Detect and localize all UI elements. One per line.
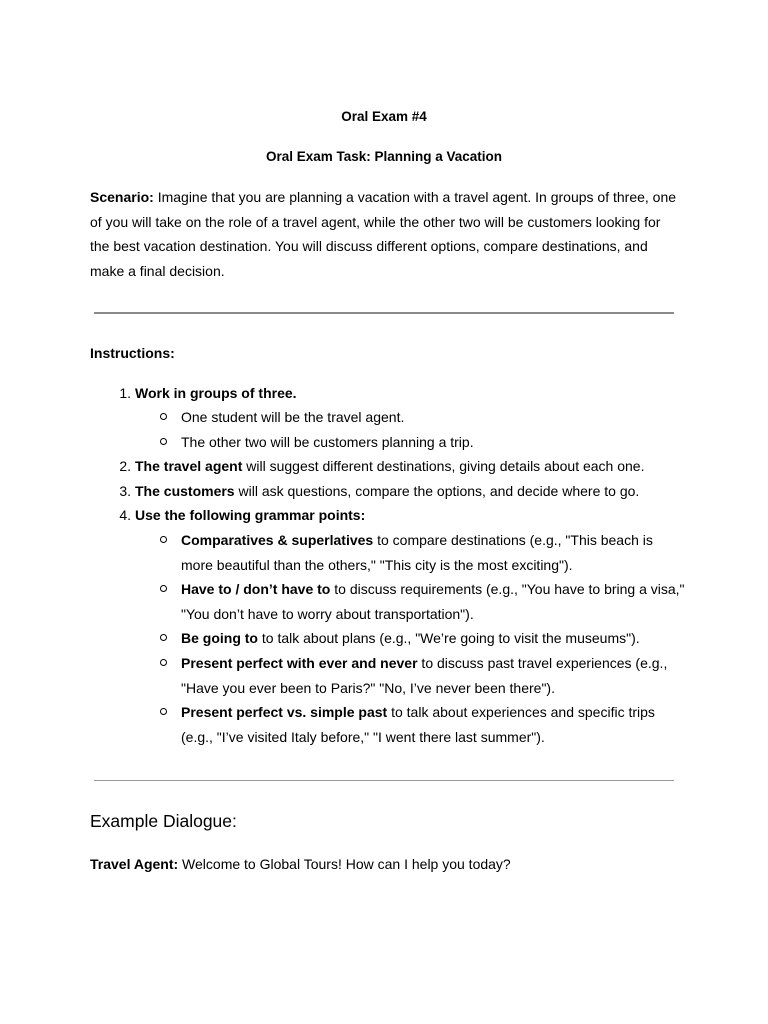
hollow-bullet-icon bbox=[157, 528, 169, 553]
instruction-item bbox=[119, 479, 685, 504]
scenario-text: Imagine that you are planning a vacation with a travel agent. In groups of three, one of you will take on the role of a travel agent, while the other two will be customers looking for the best vacation destination. You will discuss different options, compare destinations, and make a final decision. bbox=[90, 189, 677, 280]
scenario-label: Scenario: bbox=[90, 189, 154, 205]
grammar-point-text: to talk about experiences and specific trips (e.g., "I’ve visited Italy before," "I went there last summer"). bbox=[181, 704, 655, 745]
exam-title: Oral Exam #4 bbox=[341, 109, 427, 124]
item-number: 1. bbox=[119, 385, 131, 401]
grammar-point bbox=[181, 577, 685, 626]
grammar-point bbox=[181, 700, 685, 749]
scenario-paragraph bbox=[90, 185, 682, 284]
item-number: 3. bbox=[119, 483, 131, 499]
instruction-item bbox=[119, 503, 685, 528]
hollow-bullet-icon bbox=[157, 651, 169, 676]
grammar-point-label: Present perfect vs. simple past bbox=[181, 704, 388, 720]
subitem-text: One student will be the travel agent. bbox=[181, 409, 405, 425]
grammar-point-text: to compare destinations (e.g., "This beach is more beautiful than the others," "This city is the most exciting"). bbox=[181, 532, 653, 573]
dialogue-text: Welcome to Global Tours! How can I help you today? bbox=[178, 856, 511, 872]
hollow-bullet-icon bbox=[157, 577, 169, 602]
grammar-point bbox=[181, 626, 685, 651]
item-number: 4. bbox=[119, 507, 131, 523]
instruction-item bbox=[119, 454, 685, 479]
grammar-point-text: to discuss past travel experiences (e.g., "Have you ever been to Paris?" "No, I’ve never been there"). bbox=[181, 655, 668, 696]
item-bold: Work in groups of three. bbox=[135, 385, 297, 401]
instruction-subitem bbox=[181, 430, 685, 455]
grammar-point-label: Have to / don’t have to bbox=[181, 581, 331, 597]
instruction-subitem bbox=[181, 405, 685, 430]
grammar-point-label: Comparatives & superlatives bbox=[181, 532, 374, 548]
item-bold: Use the following grammar points: bbox=[135, 507, 366, 523]
grammar-point-label: Present perfect with ever and never bbox=[181, 655, 418, 671]
dialogue-speaker: Travel Agent: bbox=[90, 856, 179, 872]
dialogue-title: Example Dialogue: bbox=[90, 811, 237, 831]
hollow-bullet-icon bbox=[157, 405, 169, 430]
hollow-bullet-icon bbox=[157, 626, 169, 651]
subitem-text: The other two will be customers planning a trip. bbox=[181, 434, 474, 450]
grammar-point bbox=[181, 651, 685, 700]
section-divider bbox=[94, 312, 674, 314]
hollow-bullet-icon bbox=[157, 700, 169, 725]
grammar-point bbox=[181, 528, 685, 577]
section-divider bbox=[94, 780, 674, 781]
item-bold: The travel agent bbox=[135, 458, 243, 474]
grammar-point-label: Be going to bbox=[181, 630, 258, 646]
instructions-label: Instructions: bbox=[90, 345, 175, 361]
instruction-item bbox=[119, 381, 685, 406]
grammar-point-text: to discuss requirements (e.g., "You have to bring a visa," "You don’t have to worry about transportation"). bbox=[181, 581, 685, 622]
item-text: will suggest different destinations, giving details about each one. bbox=[242, 458, 645, 474]
dialogue-line bbox=[90, 852, 682, 877]
item-text: will ask questions, compare the options, and decide where to go. bbox=[234, 483, 640, 499]
hollow-bullet-icon bbox=[157, 430, 169, 455]
item-number: 2. bbox=[119, 458, 131, 474]
grammar-point-text: to talk about plans (e.g., "We’re going to visit the museums"). bbox=[258, 630, 640, 646]
item-bold: The customers bbox=[135, 483, 235, 499]
task-title: Oral Exam Task: Planning a Vacation bbox=[265, 149, 503, 164]
